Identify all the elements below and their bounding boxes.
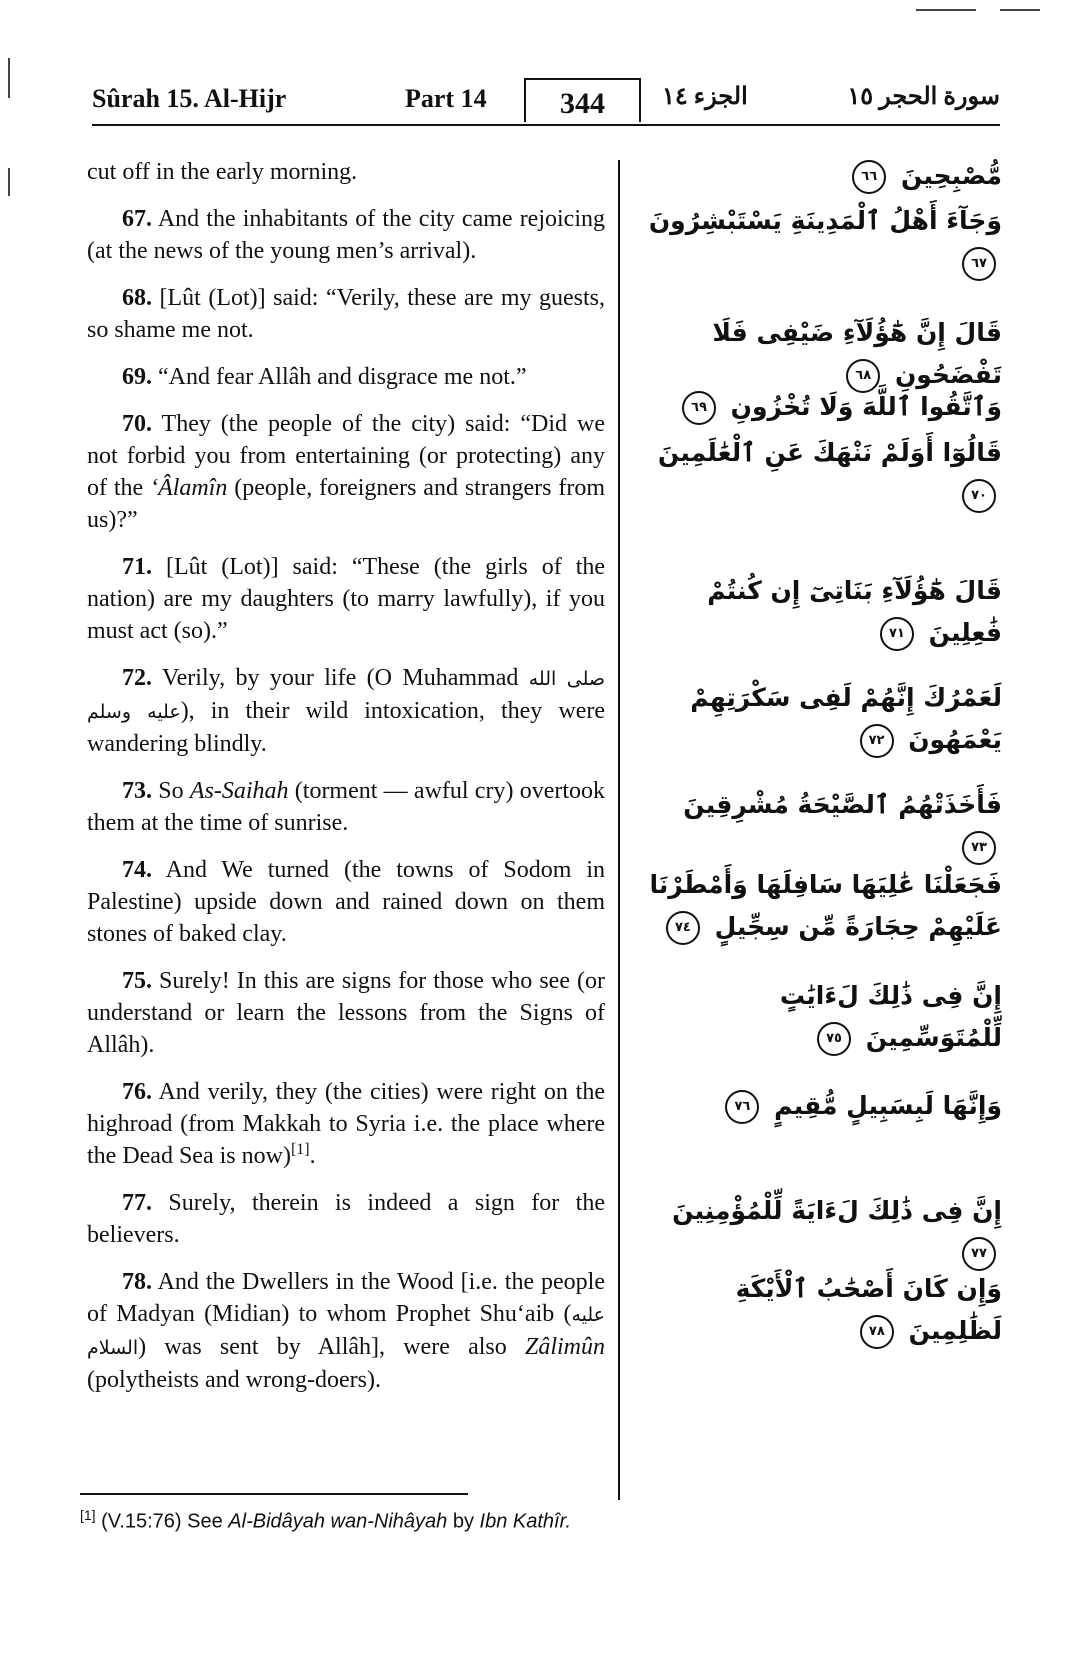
header-rule: [92, 124, 1000, 126]
verse-74: 74. And We turned (the towns of Sodom in Palestine) upside down and rained down on them stones of baked clay.: [87, 857, 605, 947]
verse-number: 68.: [122, 285, 152, 311]
part-label-ar: الجزء ١٤: [662, 84, 748, 110]
arabic-verse-70: قَالُوٓا أَوَلَمْ نَنْهَكَ عَنِ ٱلْعَٰلَمِينَ ٧٠: [640, 432, 1002, 516]
arabic-verse-78: وَإِن كَانَ أَصْحَٰبُ ٱلْأَيْكَةِ لَظَٰلِمِينَ ٧٨: [640, 1268, 1002, 1352]
verse-end-mark: ٦٧: [962, 247, 996, 281]
verse-end-mark: ٦٩: [682, 391, 716, 425]
verse-number: 74.: [122, 857, 152, 883]
verse-number: 71.: [122, 554, 152, 580]
arabic-verse-75: إِنَّ فِى ذَٰلِكَ لَءَايَٰتٍ لِّلْمُتَوَسِّمِينَ ٧٥: [640, 975, 1002, 1059]
english-translation: [87, 156, 605, 1411]
arabic-verse-69: وَٱتَّقُوا ٱللَّهَ وَلَا تُخْزُونِ ٦٩: [640, 386, 1002, 428]
verse-end-mark: ٧٤: [666, 911, 700, 945]
verse-end-mark: ٦٨: [846, 359, 880, 393]
margin-mark-left-1: [8, 58, 10, 98]
verse-end-mark: ٧٢: [860, 724, 894, 758]
verse-70: 70. They (the people of the city) said: “Did we not forbid you from entertaining (or protecting) any of the ‘Âlamîn (people, foreigners and strangers from us)?”: [87, 411, 605, 533]
verse-number: 77.: [122, 1190, 152, 1216]
verse-number: 70.: [122, 411, 152, 437]
verse-76: 76. And verily, they (the cities) were right on the highroad (from Makkah to Syria i.e. the place where the Dead Sea is now)[1].: [87, 1079, 605, 1169]
verse-69: 69. “And fear Allâh and disgrace me not.”: [122, 364, 527, 390]
salutation-arabic: صلى الله عليه وسلم: [87, 668, 605, 723]
verse-end-mark: ٧٦: [725, 1090, 759, 1124]
verse-end-mark: ٧٨: [860, 1315, 894, 1349]
verse-73: 73. So As-Saihah (torment — awful cry) overtook them at the time of sunrise.: [87, 778, 606, 836]
arabic-verse-73: فَأَخَذَتْهُمُ ٱلصَّيْحَةُ مُشْرِقِينَ ٧٣: [640, 784, 1002, 868]
surah-title-ar: سورة الحجر ١٥: [847, 84, 1000, 110]
surah-title-en: Sûrah 15. Al-Hijr: [92, 84, 287, 113]
arabic-verse-72: لَعَمْرُكَ إِنَّهُمْ لَفِى سَكْرَتِهِمْ يَعْمَهُونَ ٧٢: [640, 677, 1002, 761]
footnote-marker[interactable]: [1]: [290, 1141, 310, 1158]
page-number: 344: [524, 78, 641, 122]
footnote-rule: [80, 1493, 468, 1495]
salutation-arabic: عليه السلام: [87, 1304, 605, 1359]
term-alamin: ‘Âlamîn: [150, 475, 228, 501]
verse-number: 75.: [122, 968, 152, 994]
verse-end-mark: ٧١: [880, 617, 914, 651]
verse-end-mark: ٧٧: [962, 1237, 996, 1271]
verse-number: 76.: [122, 1079, 152, 1105]
verse-67: 67. And the inhabitants of the city came rejoicing (at the news of the young men’s arrival).: [87, 206, 605, 264]
verse-number: 73.: [122, 778, 152, 804]
margin-mark-top-right-2: [1000, 9, 1040, 11]
footnote: [1] (V.15:76) See Al-Bidâyah wan-Nihâyah by Ibn Kathîr.: [80, 1507, 572, 1533]
arabic-verse-77: إِنَّ فِى ذَٰلِكَ لَءَايَةً لِّلْمُؤْمِنِينَ ٧٧: [640, 1190, 1002, 1274]
part-label-en: Part 14: [405, 84, 487, 113]
verse-71: 71. [Lût (Lot)] said: “These (the girls of the nation) are my daughters (to marry lawfully), if you must act (so).”: [87, 554, 606, 644]
footnote-book-title: Al-Bidâyah wan-Nihâyah: [228, 1510, 448, 1533]
footnote-author: Ibn Kathîr.: [479, 1510, 572, 1533]
verse-number: 72.: [122, 665, 152, 691]
verse-72: 72. Verily, by your life (O Muhammad صلى الله عليه وسلم), in their wild intoxication, they were wandering blindly.: [87, 665, 605, 757]
page-header: [92, 78, 1000, 128]
column-divider: [618, 160, 620, 1500]
footnote-number: [1]: [80, 1507, 96, 1523]
verse-number: 69.: [122, 364, 152, 390]
verse-75: 75. Surely! In this are signs for those who see (or understand or learn the lessons from the Signs of Allâh).: [87, 968, 605, 1058]
margin-mark-top-right-1: [916, 9, 976, 11]
verse-68: 68. [Lût (Lot)] said: “Verily, these are my guests, so shame me not.: [87, 285, 606, 343]
verse-end-mark: ٧٥: [817, 1022, 851, 1056]
verse-end-mark: ٦٦: [852, 160, 886, 194]
arabic-verse-76: وَإِنَّهَا لَبِسَبِيلٍ مُّقِيمٍ ٧٦: [640, 1085, 1002, 1127]
verse-77: 77. Surely, therein is indeed a sign for the believers.: [87, 1190, 605, 1248]
verse-78: 78. And the Dwellers in the Wood [i.e. the people of Madyan (Midian) to whom Prophet Shu‘aib (عليه السلام) was sent by Allâh], were also Zâlimûn (polytheists and wrong-doers).: [87, 1269, 605, 1393]
verse-end-mark: ٧٠: [962, 479, 996, 513]
footnote-ref: (V.15:76) See: [101, 1510, 223, 1533]
arabic-verse-74: فَجَعَلْنَا عَٰلِيَهَا سَافِلَهَا وَأَمْطَرْنَا عَلَيْهِمْ حِجَارَةً مِّن سِجِّيلٍ ٧٤: [640, 864, 1002, 948]
term-as-saihah: As-Saihah: [189, 778, 289, 804]
verse-66-continuation: cut off in the early morning.: [87, 159, 358, 185]
margin-mark-left-2: [8, 168, 10, 196]
term-zalimun: Zâlimûn: [524, 1334, 605, 1360]
arabic-verse-71: قَالَ هَٰٓؤُلَآءِ بَنَاتِىٓ إِن كُنتُمْ فَٰعِلِينَ ٧١: [640, 570, 1002, 654]
verse-number: 78.: [122, 1269, 152, 1295]
arabic-verse-68: قَالَ إِنَّ هَٰٓؤُلَآءِ ضَيْفِى فَلَا تَفْضَحُونِ ٦٨: [640, 312, 1002, 396]
arabic-verse-67: وَجَآءَ أَهْلُ ٱلْمَدِينَةِ يَسْتَبْشِرُونَ ٦٧: [640, 200, 1002, 284]
arabic-verse-66: مُّصْبِحِينَ ٦٦: [640, 155, 1002, 197]
verse-number: 67.: [122, 206, 152, 232]
verse-end-mark: ٧٣: [962, 831, 996, 865]
